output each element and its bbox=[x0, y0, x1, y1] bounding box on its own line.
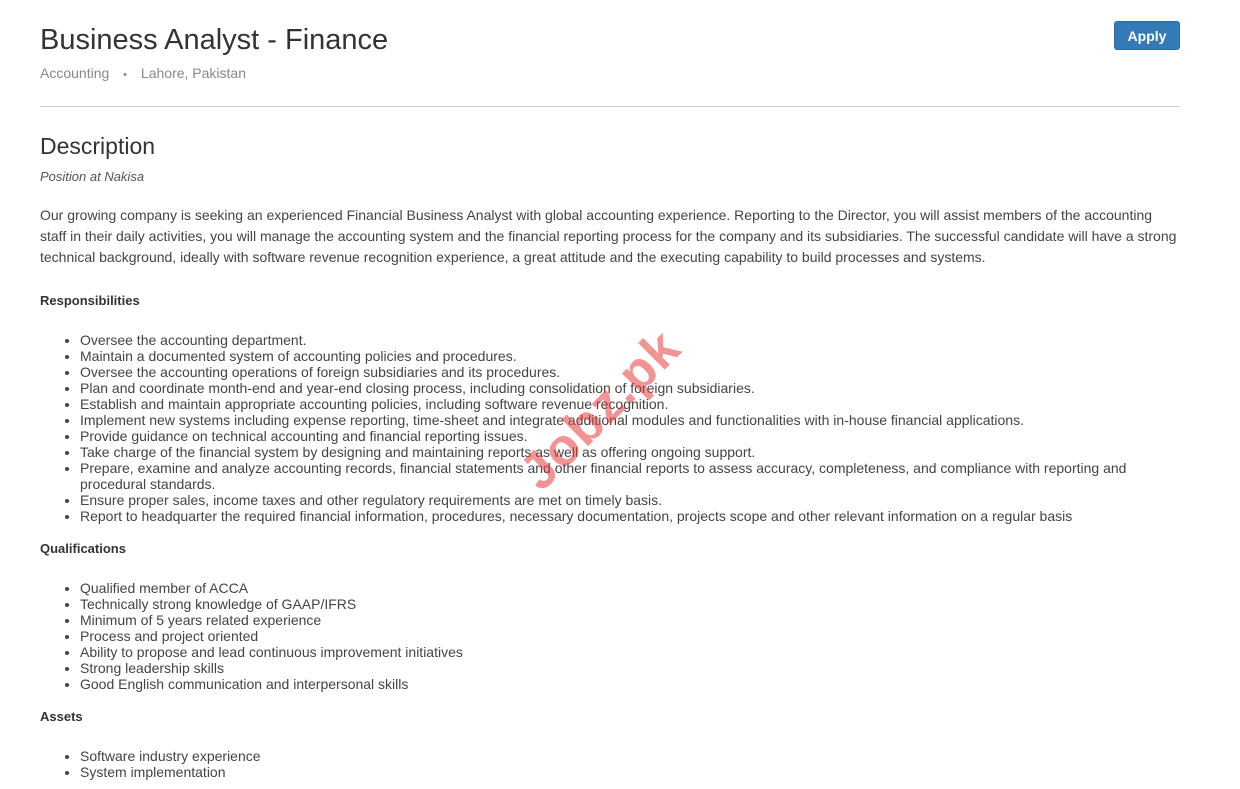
list-item: • Implement new systems including expense reporting, time-sheet and integrate additional modules and functionalities with in-house financial applications. bbox=[80, 412, 1180, 428]
apply-button[interactable]: Apply bbox=[1114, 21, 1180, 50]
header-divider bbox=[40, 106, 1180, 107]
assets-list bbox=[40, 748, 1180, 780]
responsibilities-list bbox=[40, 332, 1180, 524]
list-item: • System implementation bbox=[80, 764, 1180, 780]
description-heading: Description bbox=[40, 133, 156, 159]
list-item: • Maintain a documented system of accounting policies and procedures. bbox=[80, 348, 1180, 364]
position-subtitle: Position at Nakisa bbox=[40, 169, 145, 184]
list-item: • Minimum of 5 years related experience bbox=[80, 612, 1180, 628]
list-item: • Ability to propose and lead continuous improvement initiatives bbox=[80, 644, 1180, 660]
qualifications-list bbox=[40, 580, 1180, 692]
list-item: • Process and project oriented bbox=[80, 628, 1180, 644]
list-item: • Plan and coordinate month-end and year-end closing process, including consolidation of foreign subsidiaries. bbox=[80, 380, 1180, 396]
assets-heading: Assets bbox=[40, 709, 83, 724]
job-location: Lahore, Pakistan bbox=[140, 65, 246, 81]
watermark-logo: Jobz.pk bbox=[508, 318, 692, 502]
list-item: • Software industry experience bbox=[80, 748, 1180, 764]
list-item: • Oversee the accounting department. bbox=[80, 332, 1180, 348]
list-item: • Oversee the accounting operations of foreign subsidiaries and its procedures. bbox=[80, 364, 1180, 380]
list-item: • Prepare, examine and analyze accounting records, financial statements and other financial reports to assess accuracy, completeness, and compliance with reporting and procedural standards. bbox=[80, 460, 1180, 492]
job-department: Accounting bbox=[40, 65, 110, 81]
list-item: • Report to headquarter the required financial information, procedures, necessary documentation, projects scope and other relevant information on a regular basis bbox=[80, 508, 1180, 524]
list-item: • Establish and maintain appropriate accounting policies, including software revenue recognition. bbox=[80, 396, 1180, 412]
list-item: • Strong leadership skills bbox=[80, 660, 1180, 676]
list-item: • Provide guidance on technical accounting and financial reporting issues. bbox=[80, 428, 1180, 444]
list-item: • Good English communication and interpersonal skills bbox=[80, 676, 1180, 692]
description-intro: Our growing company is seeking an experienced Financial Business Analyst with global accounting experience. Reporting to the Director, you will assist members of the accounting staff in their daily activities, you will manage the accounting system and the financial reporting process for the company and its subsidiaries. The successful candidate will have a strong technical background, ideally with software revenue recognition experience, a great attitude and the executing capability to build processes and systems. bbox=[40, 207, 1177, 265]
meta-separator: • bbox=[123, 69, 128, 81]
job-title: Business Analyst - Finance bbox=[40, 24, 389, 56]
list-item: • Take charge of the financial system by designing and maintaining reports as well as offering ongoing support. bbox=[80, 444, 1180, 460]
responsibilities-heading: Responsibilities bbox=[40, 293, 140, 308]
list-item: • Technically strong knowledge of GAAP/IFRS bbox=[80, 596, 1180, 612]
list-item: • Ensure proper sales, income taxes and other regulatory requirements are met on timely basis. bbox=[80, 492, 1180, 508]
qualifications-heading: Qualifications bbox=[40, 541, 126, 556]
job-meta bbox=[40, 65, 246, 81]
list-item: • Qualified member of ACCA bbox=[80, 580, 1180, 596]
